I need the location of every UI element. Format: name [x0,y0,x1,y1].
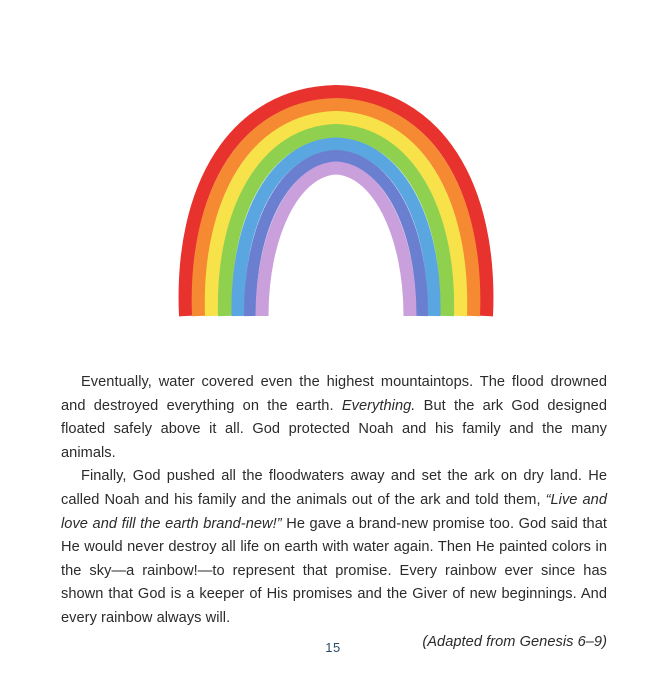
story-paragraph-1-text-a: Eventually, water covered even the highest mountaintops. The flood drowned and destroyed everything on the earth. [61,374,607,414]
story-text [61,371,607,654]
story-emphasis-everything: Everything. [341,397,416,414]
story-paragraph-2-text-b: He gave a brand-new promise too. God said that He would never destroy all life on earth with water again. Then He painted colors in the sky—a rainbow!—to represent that promise. Every rainbow ever since has shown that God is a keeper of His promises and the Giver of new beginnings. And every rainbow always will. [61,515,607,626]
rainbow-illustration [166,76,506,321]
story-quote: “Live and love and fill the earth brand-new!” [61,491,607,532]
story-paragraph-1 [61,371,607,465]
story-paragraph-2 [61,465,607,630]
rainbow-icon [186,92,487,316]
page-number: 15 [325,640,341,655]
scripture-citation: (Adapted from Genesis 6–9) [422,633,607,650]
story-paragraph-1-text-b: But the ark God designed floated safely above it all. God protected Noah and his family and the many animals. [61,397,608,461]
story-paragraph-2-text-a: Finally, God pushed all the floodwaters away and set the ark on dry land. He called Noah and his family and the animals out of the ark and told them, [61,468,607,508]
